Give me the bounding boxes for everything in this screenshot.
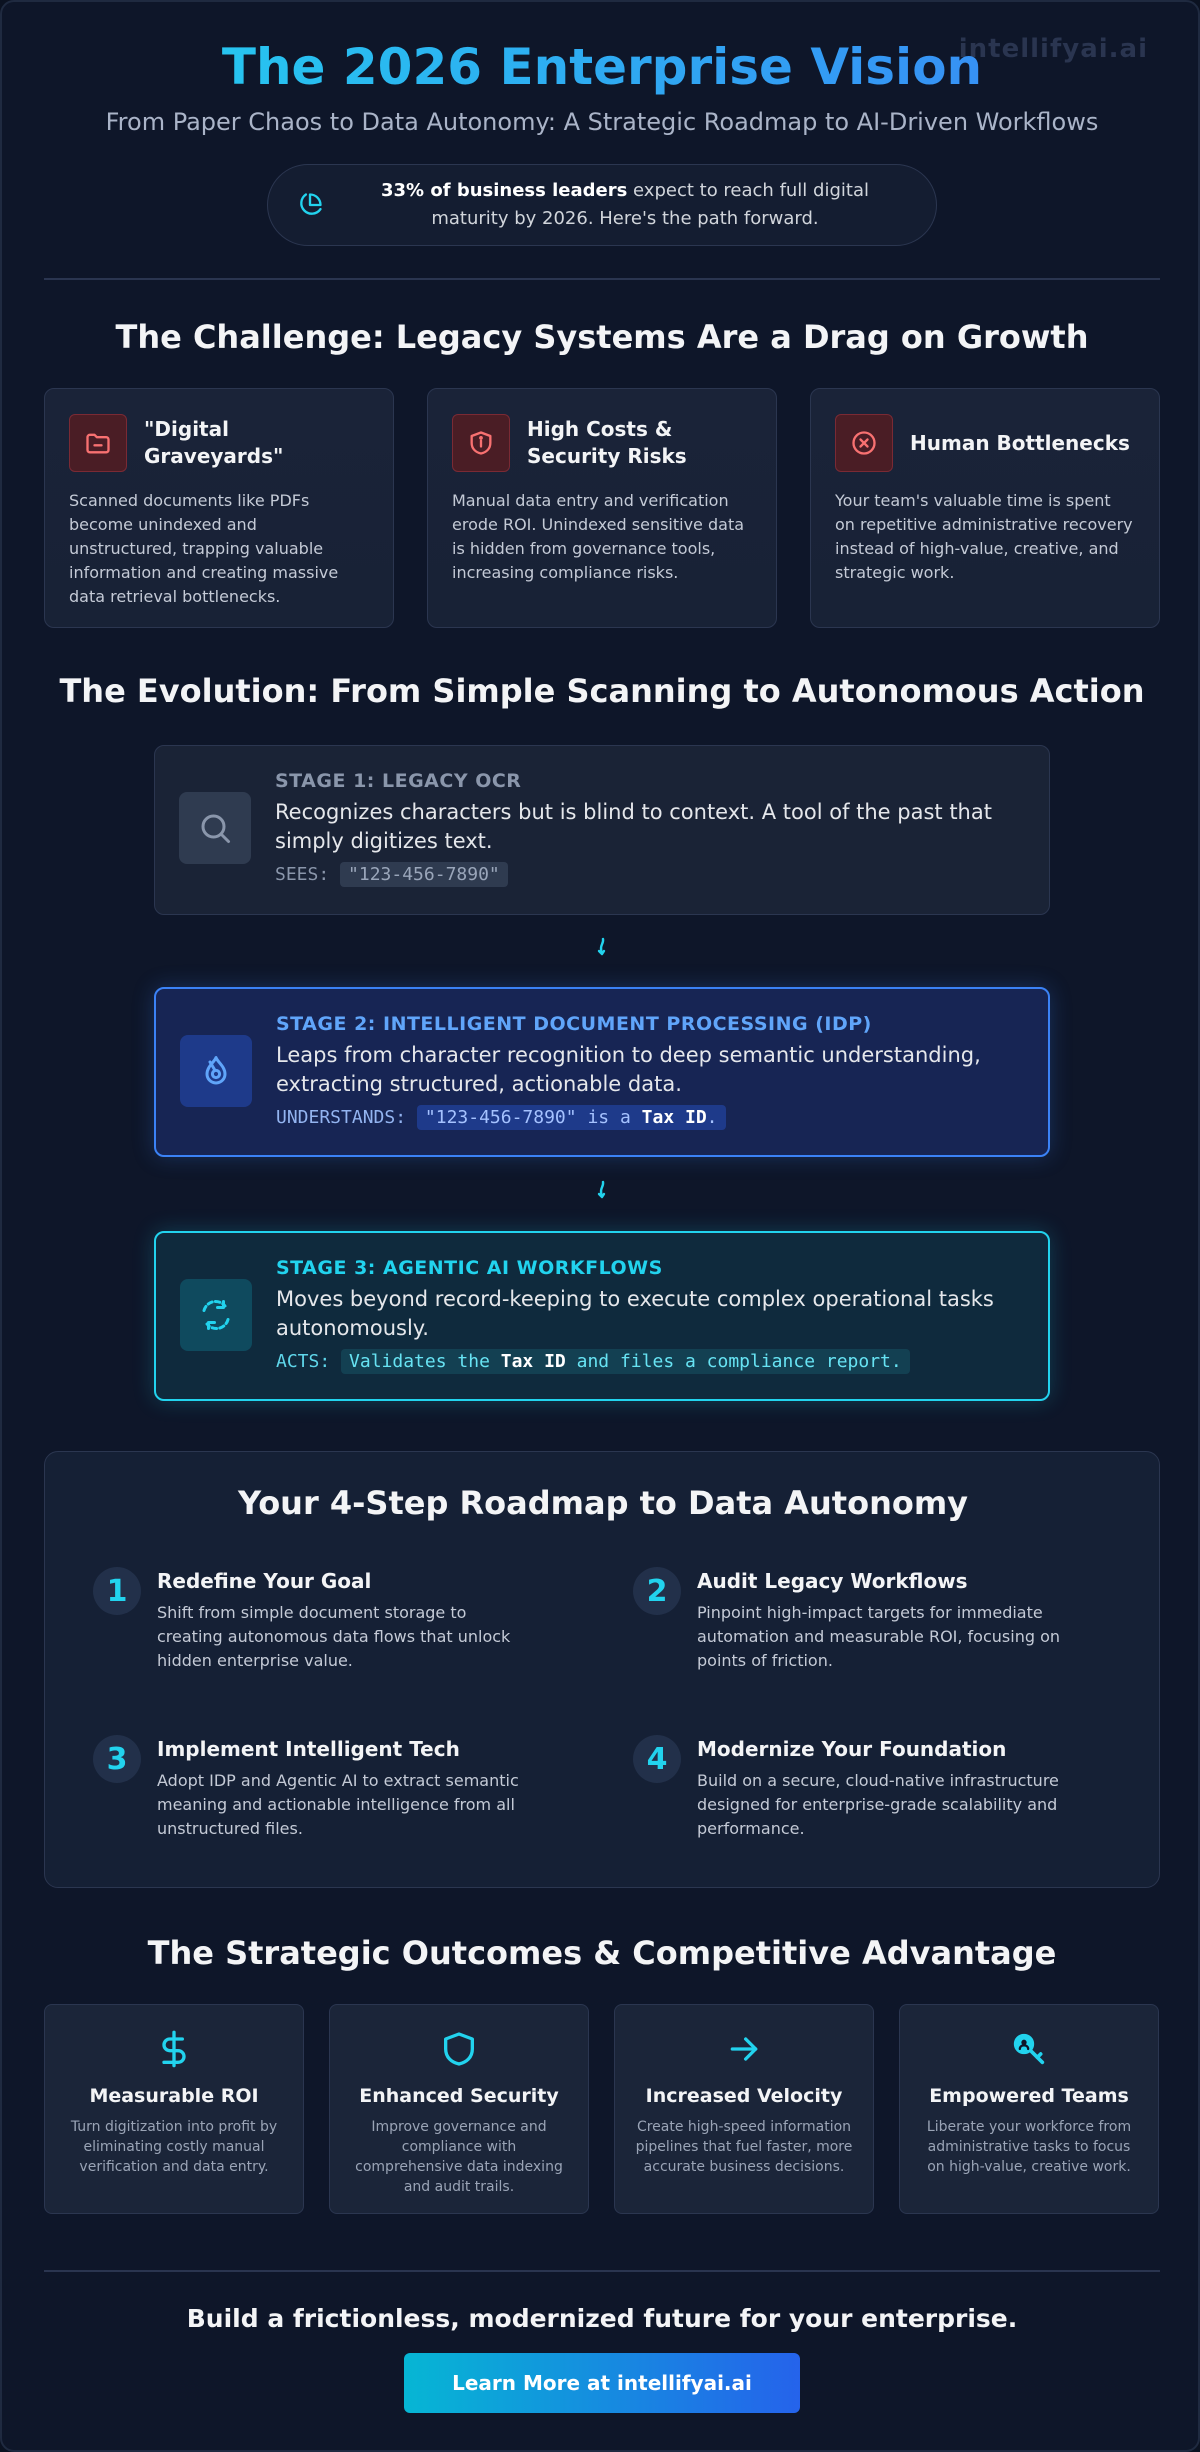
roadmap-panel bbox=[44, 1451, 1160, 1888]
example-text-end: and files a compliance report. bbox=[565, 1351, 902, 1372]
stage-legacy-ocr bbox=[154, 745, 1050, 915]
example-text: Validates the bbox=[349, 1351, 501, 1372]
step-number: 3 bbox=[93, 1735, 141, 1783]
card-body: Manual data entry and verification erode ROI. Unindexed sensitive data is hidden from governance tools, increasing compliance risks. bbox=[452, 491, 745, 582]
divider bbox=[44, 278, 1160, 280]
card-body: Your team's valuable time is spent on repetitive administrative recovery instead of high-value, creative, and strategic work. bbox=[835, 491, 1133, 582]
step-body: Shift from simple document storage to creating autonomous data flows that unlock hidden enterprise value. bbox=[157, 1603, 511, 1670]
example-prefix: ACTS: bbox=[276, 1351, 331, 1372]
dollar-icon bbox=[154, 2029, 194, 2069]
roadmap-title: Your 4-Step Roadmap to Data Autonomy bbox=[237, 1484, 969, 1522]
outcome-title: Measurable ROI bbox=[89, 2085, 259, 2107]
cta-headline: Build a frictionless, modernized future for your enterprise. bbox=[186, 2304, 1018, 2333]
example-value bbox=[341, 1349, 910, 1374]
learn-more-button[interactable]: Learn More at intellifyai.ai bbox=[404, 2353, 800, 2413]
roadmap-step-4 bbox=[633, 1735, 1073, 1841]
stage-label: STAGE 2: INTELLIGENT DOCUMENT PROCESSING (IDP) bbox=[276, 1013, 872, 1035]
outcome-body: Create high-speed information pipelines that fuel faster, more accurate business decisions. bbox=[635, 2119, 853, 2175]
step-body: Pinpoint high-impact targets for immediate automation and measurable ROI, focusing on points of friction. bbox=[697, 1603, 1060, 1670]
stat-text bbox=[342, 177, 908, 233]
example-keyword: Tax ID bbox=[500, 1351, 566, 1372]
challenge-card-graveyards bbox=[44, 388, 394, 628]
outcome-body: Liberate your workforce from administrative tasks to focus on high-value, creative work. bbox=[926, 2119, 1132, 2175]
step-title: Audit Legacy Workflows bbox=[697, 1569, 968, 1593]
outcome-title: Enhanced Security bbox=[359, 2085, 559, 2107]
challenge-title: The Challenge: Legacy Systems Are a Drag on Growth bbox=[115, 318, 1089, 356]
pie-chart-icon bbox=[296, 191, 324, 219]
outcome-body: Turn digitization into profit by eliminating costly manual verification and data entry. bbox=[70, 2119, 278, 2175]
step-title: Redefine Your Goal bbox=[157, 1569, 372, 1593]
stage-desc: Recognizes characters but is blind to context. A tool of the past that simply digitizes text. bbox=[275, 800, 992, 853]
card-title: Human Bottlenecks bbox=[910, 430, 1130, 455]
evolution-title: The Evolution: From Simple Scanning to Autonomous Action bbox=[59, 672, 1145, 710]
example-text-end: . bbox=[706, 1107, 718, 1128]
outcomes-title: The Strategic Outcomes & Competitive Advantage bbox=[147, 1934, 1057, 1972]
stage-example bbox=[276, 1349, 1024, 1374]
x-circle-icon bbox=[835, 414, 893, 472]
stat-highlight: 33% of business leaders bbox=[381, 180, 628, 201]
outcome-security bbox=[329, 2004, 589, 2214]
outcome-body: Improve governance and compliance with comprehensive data indexing and audit trails. bbox=[355, 2119, 563, 2195]
stage-agentic-ai bbox=[154, 1231, 1050, 1401]
search-icon bbox=[179, 792, 251, 864]
stat-callout bbox=[267, 164, 937, 246]
challenge-card-costs bbox=[427, 388, 777, 628]
brain-icon bbox=[180, 1035, 252, 1107]
step-title: Modernize Your Foundation bbox=[697, 1737, 1007, 1761]
outcome-title: Empowered Teams bbox=[929, 2085, 1129, 2107]
card-title: High Costs & Security Risks bbox=[527, 417, 687, 468]
example-prefix: UNDERSTANDS: bbox=[276, 1107, 407, 1128]
user-key-icon bbox=[1009, 2029, 1049, 2069]
stage-label: STAGE 3: AGENTIC AI WORKFLOWS bbox=[276, 1257, 663, 1279]
example-value bbox=[340, 862, 508, 887]
divider bbox=[44, 2270, 1160, 2272]
arrow-down-icon bbox=[590, 1178, 614, 1202]
arrow-right-icon bbox=[724, 2029, 764, 2069]
card-body: Scanned documents like PDFs become unindexed and unstructured, trapping valuable information and creating massive data retrieval bottlenecks. bbox=[69, 491, 339, 606]
shield-icon bbox=[439, 2029, 479, 2069]
stage-desc: Leaps from character recognition to deep semantic understanding, extracting structured, actionable data. bbox=[276, 1043, 981, 1096]
outcome-roi bbox=[44, 2004, 304, 2214]
roadmap-step-1 bbox=[93, 1567, 533, 1673]
example-text: "123-456-7890" is a bbox=[424, 1107, 642, 1128]
example-keyword: Tax ID bbox=[641, 1107, 707, 1128]
page-title: The 2026 Enterprise Vision bbox=[2, 38, 1200, 96]
step-number: 4 bbox=[633, 1735, 681, 1783]
folder-minus-icon bbox=[69, 414, 127, 472]
stat-rest: expect to reach full digital maturity by 2026. Here's the path forward. bbox=[431, 180, 869, 229]
example-value bbox=[417, 1105, 726, 1130]
example-text: "123-456-7890" bbox=[348, 864, 500, 885]
step-number: 2 bbox=[633, 1567, 681, 1615]
stage-example bbox=[276, 1105, 1024, 1130]
step-body: Adopt IDP and Agentic AI to extract semantic meaning and actionable intelligence from all unstructured files. bbox=[157, 1771, 519, 1838]
arrow-down-icon bbox=[590, 935, 614, 959]
step-title: Implement Intelligent Tech bbox=[157, 1737, 460, 1761]
outcome-velocity bbox=[614, 2004, 874, 2214]
shield-alert-icon bbox=[452, 414, 510, 472]
step-number: 1 bbox=[93, 1567, 141, 1615]
example-prefix: SEES: bbox=[275, 864, 330, 885]
roadmap-step-3 bbox=[93, 1735, 533, 1841]
card-title: "Digital Graveyards" bbox=[144, 417, 284, 468]
page-subtitle: From Paper Chaos to Data Autonomy: A Strategic Roadmap to AI-Driven Workflows bbox=[105, 108, 1099, 136]
stage-label: STAGE 1: LEGACY OCR bbox=[275, 770, 522, 792]
outcome-teams bbox=[899, 2004, 1159, 2214]
workflow-icon bbox=[180, 1279, 252, 1351]
stage-desc: Moves beyond record-keeping to execute complex operational tasks autonomously. bbox=[276, 1287, 994, 1340]
step-body: Build on a secure, cloud-native infrastructure designed for enterprise-grade scalability and performance. bbox=[697, 1771, 1059, 1838]
stage-idp bbox=[154, 987, 1050, 1157]
stage-example bbox=[275, 862, 1025, 887]
challenge-card-bottlenecks bbox=[810, 388, 1160, 628]
outcome-title: Increased Velocity bbox=[645, 2085, 843, 2107]
roadmap-step-2 bbox=[633, 1567, 1073, 1673]
